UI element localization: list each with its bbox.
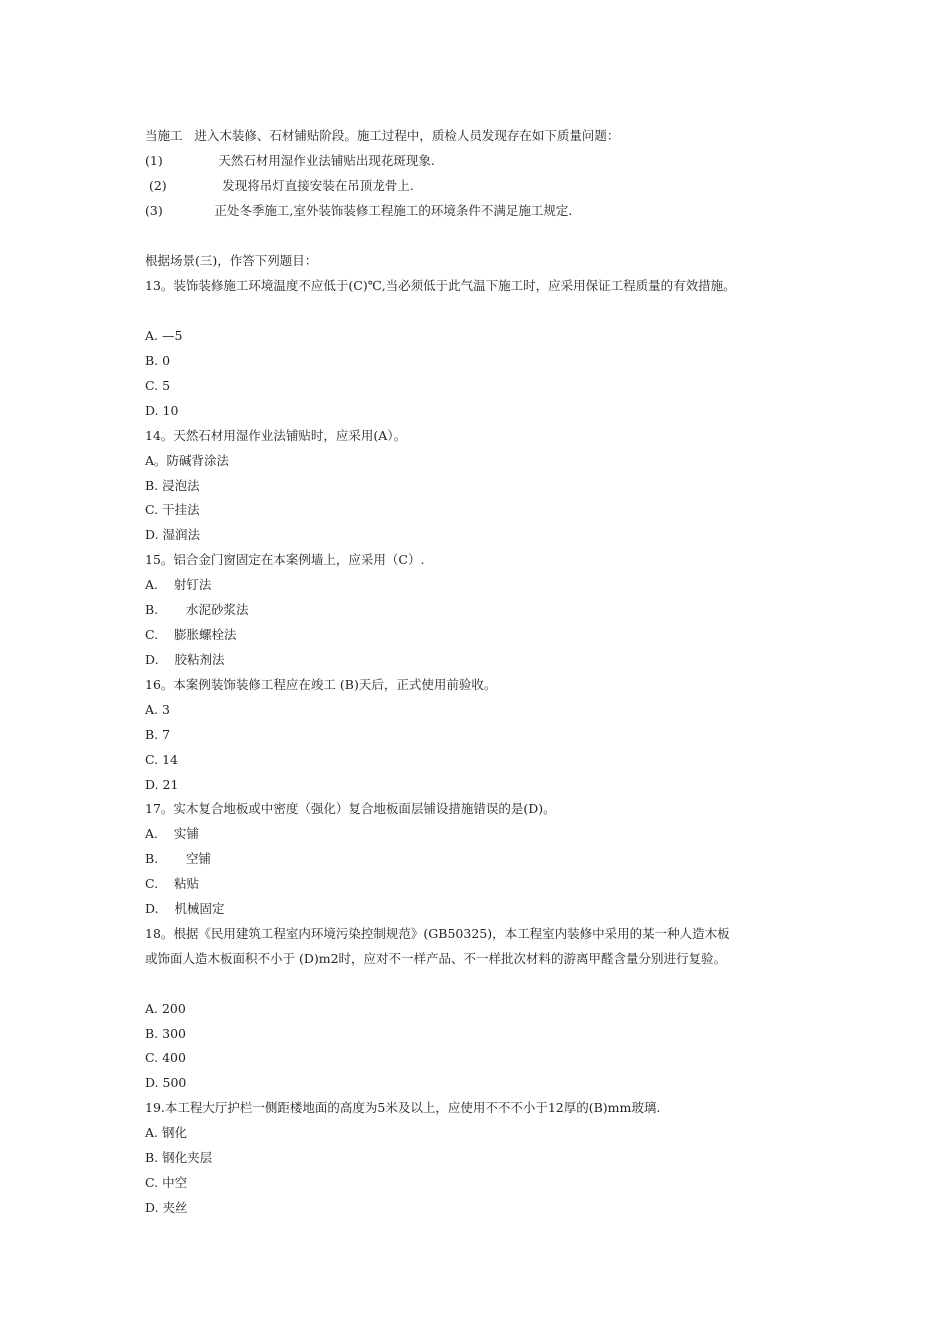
question-17-option-d: D. 机械固定 <box>145 901 225 916</box>
question-15-option-a: A. 射钉法 <box>145 577 212 592</box>
question-16-option-d: D. 21 <box>145 777 179 792</box>
question-17-option-b: B. 空铺 <box>145 851 211 866</box>
question-18-option-c: C. 400 <box>145 1050 186 1065</box>
question-14-option-c: C. 干挂法 <box>145 502 200 517</box>
question-18-option-b: B. 300 <box>145 1026 186 1041</box>
question-14-stem: 14。天然石材用湿作业法铺贴时，应采用(A）。 <box>145 428 407 443</box>
question-19-option-d: D. 夹丝 <box>145 1200 188 1215</box>
question-19-option-b: B. 钢化夹层 <box>145 1150 213 1165</box>
question-19-option-c: C. 中空 <box>145 1175 188 1190</box>
question-16-option-c: C. 14 <box>145 752 178 767</box>
issue-2: (2) 发现将吊灯直接安装在吊顶龙骨上. <box>145 178 414 193</box>
scenario-intro: 当施工 进入木装修、石材铺贴阶段。施工过程中，质检人员发现存在如下质量问题： <box>145 128 620 143</box>
question-18-stem-line-1: 18。根据《民用建筑工程室内环境污染控制规范》(GB50325)，本工程室内装修中采用的某一种人造木板 <box>145 926 730 941</box>
question-14-option-a: A。防碱背涂法 <box>145 453 230 468</box>
question-13-option-b: B. 0 <box>145 353 171 368</box>
question-18-option-d: D. 500 <box>145 1075 187 1090</box>
question-15-option-b: B. 水泥砂浆法 <box>145 602 249 617</box>
question-19-option-a: A. 钢化 <box>145 1125 187 1140</box>
question-13-option-c: C. 5 <box>145 378 171 393</box>
scenario-prompt: 根据场景(三)，作答下列题目： <box>145 253 318 268</box>
question-13-option-a: A. —5 <box>145 328 183 343</box>
question-17-stem: 17。实木复合地板或中密度（强化）复合地板面层铺设措施错误的是(D)。 <box>145 801 556 816</box>
question-15-option-d: D. 胶粘剂法 <box>145 652 225 667</box>
question-17-option-a: A. 实铺 <box>145 826 199 841</box>
question-15-option-c: C. 膨胀螺栓法 <box>145 627 237 642</box>
question-16-option-b: B. 7 <box>145 727 171 742</box>
question-13-stem: 13。装饰装修施工环境温度不应低于(C)℃,当必须低于此气温下施工时，应采用保证工程质量的有效措施。 <box>145 278 736 293</box>
question-17-option-c: C. 粘贴 <box>145 876 199 891</box>
question-18-stem-line-2: 或饰面人造木板面积不小于 (D)m2时，应对不一样产品、不一样批次材料的游离甲醛含量分别进行复验。 <box>145 951 727 966</box>
question-14-option-d: D. 湿润法 <box>145 527 201 542</box>
question-18-option-a: A. 200 <box>145 1001 186 1016</box>
issue-3: (3) 正处冬季施工,室外装饰装修工程施工的环境条件不满足施工规定. <box>145 203 573 218</box>
question-16-option-a: A. 3 <box>145 702 170 717</box>
issue-1: (1) 天然石材用湿作业法铺贴出现花斑现象. <box>145 153 435 168</box>
question-19-stem: 19.本工程大厅护栏一侧距楼地面的高度为5米及以上，应使用不不不小于12厚的(B)mm玻璃. <box>145 1100 661 1115</box>
question-15-stem: 15。铝合金门窗固定在本案例墙上，应采用（C）. <box>145 552 425 567</box>
question-14-option-b: B. 浸泡法 <box>145 478 200 493</box>
question-16-stem: 16。本案例装饰装修工程应在竣工 (B)天后，正式使用前验收。 <box>145 677 497 692</box>
question-13-option-d: D. 10 <box>145 403 179 418</box>
